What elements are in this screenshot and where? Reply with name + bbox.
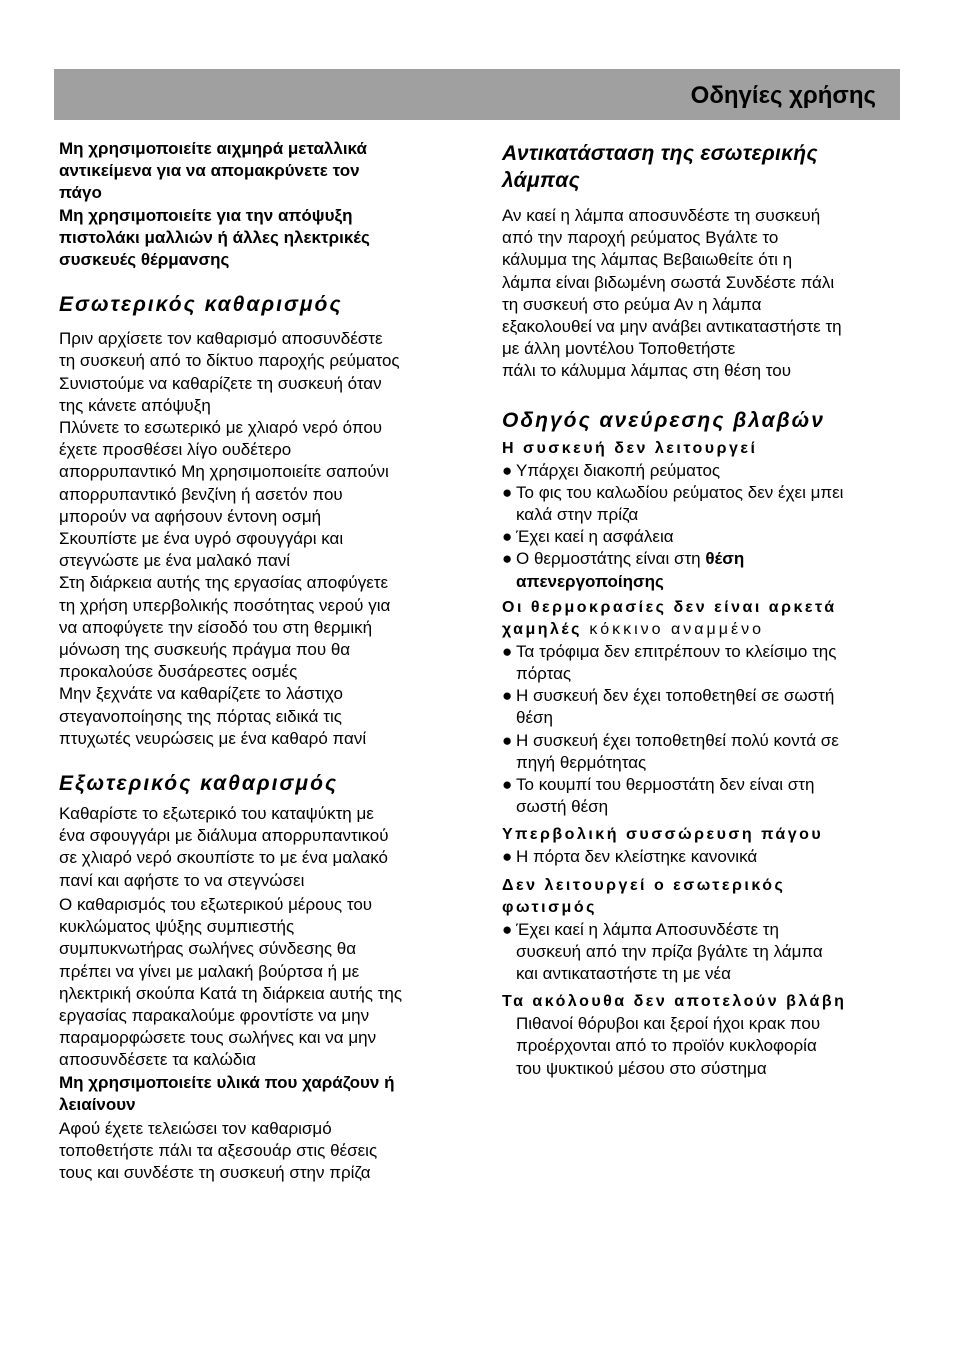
- bullet-icon: ●: [502, 549, 513, 569]
- bullet-icon: ●: [502, 641, 513, 661]
- list-item: ● Υπάρχει διακοπή ρεύματος: [502, 460, 902, 482]
- paragraph: Πιθανοί θόρυβοι και ξεροί ήχοι κρακ που προέρχονται από το προϊόν κυκλοφορία του ψυκτικού μέσου στο σύστημα: [516, 1014, 821, 1078]
- trouble-heading: Τα ακόλουθα δεν αποτελούν βλάβη: [502, 993, 847, 1011]
- paragraph: Συνιστούμε να καθαρίζετε τη συσκευή όταν της κάνετε απόψυξη: [59, 373, 382, 415]
- list-item: ● Το φις του καλωδίου ρεύματος δεν έχει μπει καλά στην πρίζα: [502, 482, 844, 525]
- header-bar: [54, 69, 900, 120]
- section-title-troubleshooting: Οδηγός ανεύρεσης βλαβών: [502, 408, 825, 432]
- paragraph: Ο καθαρισμός του εξωτερικού μέρους του κυκλώματος ψύξης συμπιεστής συμπυκνωτήρας σωλήνες σύνδεσης θα πρέπει να γίνει με μαλακή βούρτσα ή με ηλεκτρική σκούπα Κατά τη διάρκεια αυτής της εργασίας παρακαλούμε φροντίστε να μην παραμορφώσετε τους σωλήνες και να μην αποσυνδέσετε τα καλώδια: [59, 894, 403, 1070]
- bullet-icon: ●: [502, 919, 513, 939]
- page-title: Οδηγίες χρήσης: [690, 82, 876, 109]
- section-title-external-cleaning: Εξωτερικός καθαρισμός: [59, 772, 339, 796]
- paragraph: Αφού έχετε τελειώσει τον καθαρισμό τοποθετήστε πάλι τα αξεσουάρ στις θέσεις τους και συνδέστε τη συσκευή στην πρίζα: [59, 1118, 378, 1183]
- paragraph: Αν καεί η λάμπα αποσυνδέστε τη συσκευή από την παροχή ρεύματος Βγάλτε το κάλυμμα της λάμπας Βεβαιωθείτε ότι η λάμπα είναι βιδωμένη σωστά Συνδέστε πάλι τη συσκευή στο ρεύμα Αν η λάμπα εξακολουθεί να μην ανάβει αντικαταστήστε τη με άλλη μοντέλου Τοποθετήστε πάλι το κάλυμμα λάμπας στη θέση του: [502, 206, 842, 381]
- warning-sharp-objects: Μη χρησιμοποιείτε αιχμηρά μεταλλικά αντικείμενα για να απομακρύνετε τον πάγο: [59, 139, 367, 203]
- trouble-heading: Υπερβολική συσσώρευση πάγου: [502, 826, 824, 844]
- list-item: ● Η πόρτα δεν κλείστηκε κανονικά: [502, 846, 902, 868]
- trouble-heading: Δεν λειτουργεί ο εσωτερικός φωτισμός: [502, 876, 786, 916]
- bullet-icon: ●: [502, 460, 513, 480]
- bullet-icon: ●: [502, 527, 513, 547]
- section-title-internal-cleaning: Εσωτερικός καθαρισμός: [59, 293, 343, 317]
- list-item: ● Έχει καεί η ασφάλεια: [502, 526, 902, 548]
- bullet-icon: ●: [502, 847, 513, 867]
- list-item: ● Η συσκευή δεν έχει τοποθετηθεί σε σωστή θέση: [502, 686, 835, 728]
- list-item: ● Έχει καεί η λάμπα Αποσυνδέστε τη συσκευή από την πρίζα βγάλτε τη λάμπα και αντικαταστήστε τη με νέα: [502, 919, 823, 984]
- paragraph: Στη διάρκεια αυτής της εργασίας αποφύγετε τη χρήση υπερβολικής ποσότητας νερού για να αποφύγετε την είσοδό του στη θερμική μόνωση της συσκευής πράγμα που θα προκαλούσε δυσάρεστες οσμές: [59, 573, 391, 682]
- right-column: [502, 138, 902, 1080]
- paragraph: Σκουπίστε με ένα υγρό σφουγγάρι και στεγνώστε με ένα μαλακό πανί: [59, 529, 344, 571]
- trouble-heading: Η συσκευή δεν λειτουργεί: [502, 439, 758, 457]
- warning-abrasives: Μη χρησιμοποιείτε υλικά που χαράζουν ή λειαίνουν: [59, 1072, 395, 1114]
- bullet-icon: ●: [502, 482, 513, 502]
- trouble-heading: Οι θερμοκρασίες δεν είναι αρκετά χαμηλές κόκκινο αναμμένο: [502, 598, 837, 638]
- list-item: ● Ο θερμοστάτης είναι στη θέση απενεργοποίησης: [502, 549, 745, 591]
- list-item: ● Τα τρόφιμα δεν επιτρέπουν το κλείσιμο της πόρτας: [502, 641, 837, 684]
- paragraph: Μην ξεχνάτε να καθαρίζετε το λάστιχο στεγανοποίησης της πόρτας ειδικά τις πτυχωτές νευρώσεις με ένα καθαρό πανί: [59, 684, 367, 748]
- bullet-icon: ●: [502, 775, 513, 795]
- list-item: ● Η συσκευή έχει τοποθετηθεί πολύ κοντά σε πηγή θερμότητας: [502, 730, 839, 772]
- warning-hair-dryer: Μη χρησιμοποιείτε για την απόψυξη πιστολάκι μαλλιών ή άλλες ηλεκτρικές συσκευές θέρμανσης: [59, 205, 370, 270]
- paragraph: Καθαρίστε το εξωτερικό του καταψύκτη με ένα σφουγγάρι με διάλυμα απορρυπαντικού σε χλιαρό νερό σκουπίστε το με ένα μαλακό πανί και αφήστε το να στεγνώσει: [59, 804, 389, 890]
- bullet-icon: ●: [502, 686, 513, 706]
- list-item: ● Το κουμπί του θερμοστάτη δεν είναι στη σωστή θέση: [502, 775, 815, 817]
- section-title-lamp-replacement: Αντικατάσταση της εσωτερικής λάμπας: [502, 142, 818, 192]
- paragraph: Πριν αρχίσετε τον καθαρισμό αποσυνδέστε τη συσκευή από το δίκτυο παροχής ρεύματος: [59, 329, 400, 371]
- bullet-icon: ●: [502, 730, 513, 750]
- paragraph: Πλύνετε το εσωτερικό με χλιαρό νερό όπου έχετε προσθέσει λίγο ουδέτερο απορρυπαντικό Μη χρησιμοποιείτε σαπούνι απορρυπαντικό βενζίνη ή ασετόν που μπορούν να αφήσουν έντονη οσμή: [59, 418, 389, 526]
- left-column: [59, 138, 459, 1185]
